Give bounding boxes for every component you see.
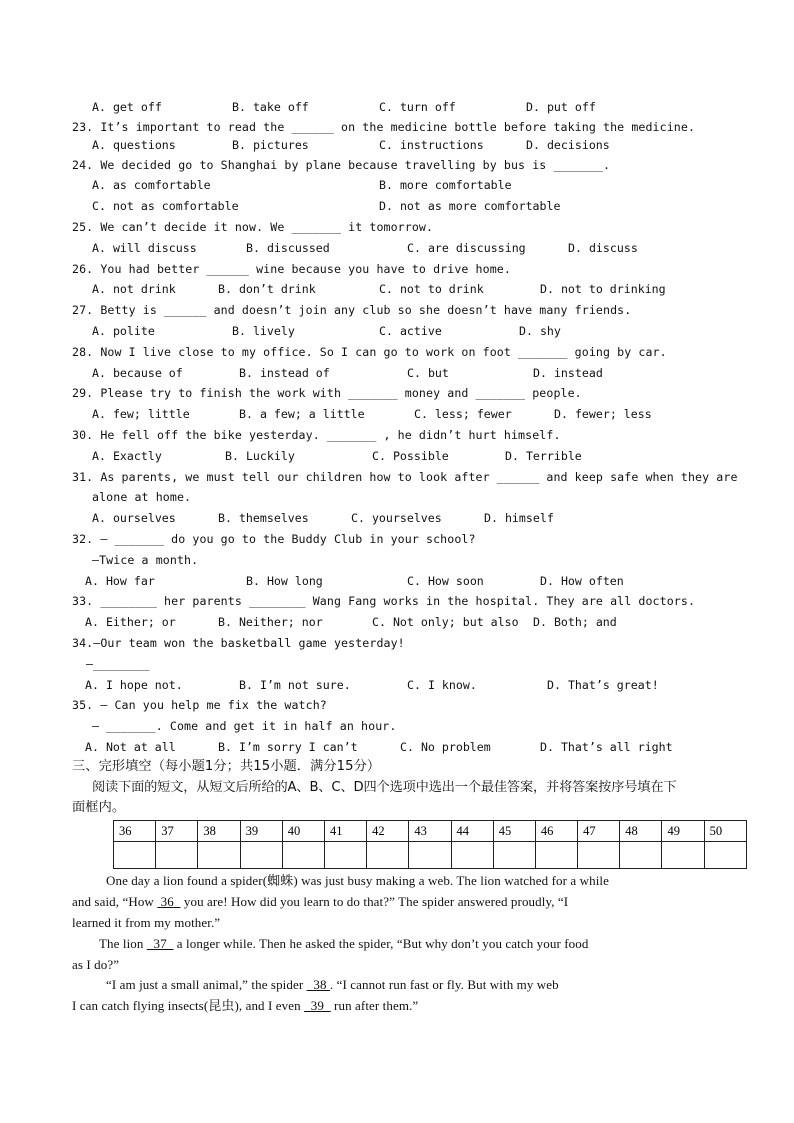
- option: D. That’s all right: [540, 740, 673, 754]
- question-stem: 35. — Can you help me fix the watch?: [72, 698, 327, 712]
- blank-37[interactable]: [147, 936, 174, 951]
- answer-number: 49: [662, 821, 704, 842]
- answer-number: 36: [114, 821, 156, 842]
- question-stem: 23. It’s important to read the ______ on the medicine bottle before taking the medicine.: [72, 120, 696, 134]
- passage-line: [106, 977, 559, 993]
- option: B. take off: [232, 100, 309, 114]
- question-stem: 26. You had better ______ wine because you have to drive home.: [72, 262, 511, 276]
- passage-line: [99, 936, 588, 952]
- option: B. Luckily: [225, 449, 295, 463]
- option: C. Possible: [372, 449, 449, 463]
- option: A. Exactly: [92, 449, 162, 463]
- option: D. Terrible: [505, 449, 582, 463]
- option: A. questions: [92, 138, 176, 152]
- answer-cell[interactable]: [662, 842, 704, 869]
- answer-cell[interactable]: [156, 842, 198, 869]
- answer-number: 50: [704, 821, 746, 842]
- option: C. but: [407, 366, 449, 380]
- blank-36[interactable]: [157, 894, 180, 909]
- option: D. not as more comfortable: [379, 199, 561, 213]
- blank-number: 36: [160, 894, 174, 909]
- question-stem-continued: alone at home.: [92, 490, 192, 504]
- blank-38[interactable]: [307, 977, 330, 992]
- answer-cell[interactable]: [240, 842, 282, 869]
- passage-text: . “I cannot run fast or fly. But with my web: [329, 977, 559, 992]
- answer-cell[interactable]: [451, 842, 493, 869]
- answer-cell[interactable]: [409, 842, 451, 869]
- option: C. are discussing: [407, 241, 526, 255]
- passage-text: “I am just a small animal,” the spider: [106, 977, 307, 992]
- answer-number: 41: [324, 821, 366, 842]
- option: C. No problem: [400, 740, 491, 754]
- option: C. not as comfortable: [92, 199, 239, 213]
- option: A. because of: [92, 366, 183, 380]
- option: A. will discuss: [92, 241, 197, 255]
- question-stem: 34.—Our team won the basketball game yesterday!: [72, 636, 405, 650]
- option: B. themselves: [218, 511, 309, 525]
- option: A. polite: [92, 324, 155, 338]
- option: B. Neither; nor: [218, 615, 323, 629]
- option: B. I’m not sure.: [239, 678, 351, 692]
- answer-table: [113, 820, 747, 869]
- question-stem: 33. ________ her parents ________ Wang Fang works in the hospital. They are all doctors.: [72, 594, 696, 608]
- passage-line: One day a lion found a spider(蜘蛛) was just busy making a web. The lion watched for a while: [106, 873, 609, 888]
- option: D. discuss: [568, 241, 638, 255]
- option: B. more comfortable: [379, 178, 512, 192]
- option: C. instructions: [379, 138, 484, 152]
- answer-cell[interactable]: [324, 842, 366, 869]
- answer-cell[interactable]: [198, 842, 240, 869]
- blank-number: 38: [313, 977, 327, 992]
- answer-cell[interactable]: [704, 842, 746, 869]
- section-heading: 三、完形填空（每小题1分；共15小题．满分15分）: [72, 759, 381, 774]
- answer-number: 48: [620, 821, 662, 842]
- option: B. don’t drink: [218, 282, 316, 296]
- option: A. ourselves: [92, 511, 176, 525]
- option: A. not drink: [92, 282, 176, 296]
- passage-line: as I do?”: [72, 957, 120, 972]
- option: D. That’s great!: [547, 678, 659, 692]
- section-instructions-continued: 面框内。: [72, 800, 126, 815]
- question-stem: 32. — _______ do you go to the Buddy Club in your school?: [72, 532, 476, 546]
- question-stem: 29. Please try to finish the work with _______ money and _______ people.: [72, 386, 582, 400]
- passage-text: The lion: [99, 936, 147, 951]
- option: D. decisions: [526, 138, 610, 152]
- option: A. as comfortable: [92, 178, 211, 192]
- passage-text: a longer while. Then he asked the spider, “But why don’t you catch your food: [173, 936, 589, 951]
- passage-text: you are! How did you learn to do that?” The spider answered proudly, “I: [180, 894, 569, 909]
- option: D. himself: [484, 511, 554, 525]
- answer-cell[interactable]: [535, 842, 577, 869]
- option: D. How often: [540, 574, 624, 588]
- option: A. How far: [85, 574, 155, 588]
- option: C. How soon: [407, 574, 484, 588]
- answer-number: 45: [493, 821, 535, 842]
- option: D. fewer; less: [554, 407, 652, 421]
- question-reply: —Twice a month.: [92, 553, 199, 567]
- blank-number: 39: [310, 998, 324, 1013]
- option: D. not to drinking: [540, 282, 666, 296]
- answer-number: 43: [409, 821, 451, 842]
- passage-line: learned it from my mother.”: [72, 915, 221, 930]
- option: B. instead of: [239, 366, 330, 380]
- blank-39[interactable]: [304, 998, 331, 1013]
- option: C. less; fewer: [414, 407, 512, 421]
- option: D. put off: [526, 100, 596, 114]
- question-reply: — _______. Come and get it in half an hour.: [92, 719, 397, 733]
- answer-number: 44: [451, 821, 493, 842]
- answer-number: 46: [535, 821, 577, 842]
- question-reply: —________: [86, 657, 150, 671]
- passage-line: [72, 998, 418, 1014]
- option: B. discussed: [246, 241, 330, 255]
- passage-text: I can catch flying insects(昆虫), and I even: [72, 998, 305, 1013]
- answer-cell[interactable]: [493, 842, 535, 869]
- section-instructions: 阅读下面的短文，从短文后所给的A、B、C、D四个选项中选出一个最佳答案，并将答案按序号填在下: [92, 780, 677, 795]
- question-stem: 24. We decided go to Shanghai by plane because travelling by bus is _______.: [72, 158, 611, 172]
- answer-number: 38: [198, 821, 240, 842]
- answer-cell[interactable]: [578, 842, 620, 869]
- option: D. instead: [533, 366, 603, 380]
- option: A. I hope not.: [85, 678, 183, 692]
- question-stem: 27. Betty is ______ and doesn’t join any club so she doesn’t have many friends.: [72, 303, 632, 317]
- passage-text: and said, “How: [72, 894, 158, 909]
- question-stem: 25. We can’t decide it now. We _______ it tomorrow.: [72, 220, 434, 234]
- answer-number: 47: [578, 821, 620, 842]
- option: A. Either; or: [85, 615, 176, 629]
- option: B. lively: [232, 324, 295, 338]
- option: D. shy: [519, 324, 561, 338]
- answer-table-header-row: [114, 821, 747, 842]
- option: C. I know.: [407, 678, 477, 692]
- question-stem: 28. Now I live close to my office. So I can go to work on foot _______ going by car.: [72, 345, 667, 359]
- passage-text: run after them.”: [330, 998, 419, 1013]
- option: B. a few; a little: [239, 407, 365, 421]
- answer-number: 37: [156, 821, 198, 842]
- answer-cell[interactable]: [282, 842, 324, 869]
- blank-number: 37: [153, 936, 167, 951]
- option: C. not to drink: [379, 282, 484, 296]
- answer-number: 40: [282, 821, 324, 842]
- answer-number: 42: [367, 821, 409, 842]
- option: A. Not at all: [85, 740, 176, 754]
- question-stem: 30. He fell off the bike yesterday. _______ , he didn’t hurt himself.: [72, 428, 561, 442]
- answer-cell[interactable]: [367, 842, 409, 869]
- option: A. few; little: [92, 407, 190, 421]
- passage-line: [72, 894, 568, 910]
- option: B. pictures: [232, 138, 309, 152]
- option: C. yourselves: [351, 511, 442, 525]
- question-stem: 31. As parents, we must tell our children how to look after ______ and keep safe when they are: [72, 470, 738, 484]
- option: C. Not only; but also: [372, 615, 519, 629]
- option: B. How long: [246, 574, 323, 588]
- option: C. active: [379, 324, 442, 338]
- option: B. I’m sorry I can’t: [218, 740, 358, 754]
- answer-table-blank-row: [114, 842, 747, 869]
- option: A. get off: [92, 100, 162, 114]
- answer-cell[interactable]: [114, 842, 156, 869]
- option: D. Both; and: [533, 615, 617, 629]
- answer-cell[interactable]: [620, 842, 662, 869]
- option: C. turn off: [379, 100, 456, 114]
- answer-number: 39: [240, 821, 282, 842]
